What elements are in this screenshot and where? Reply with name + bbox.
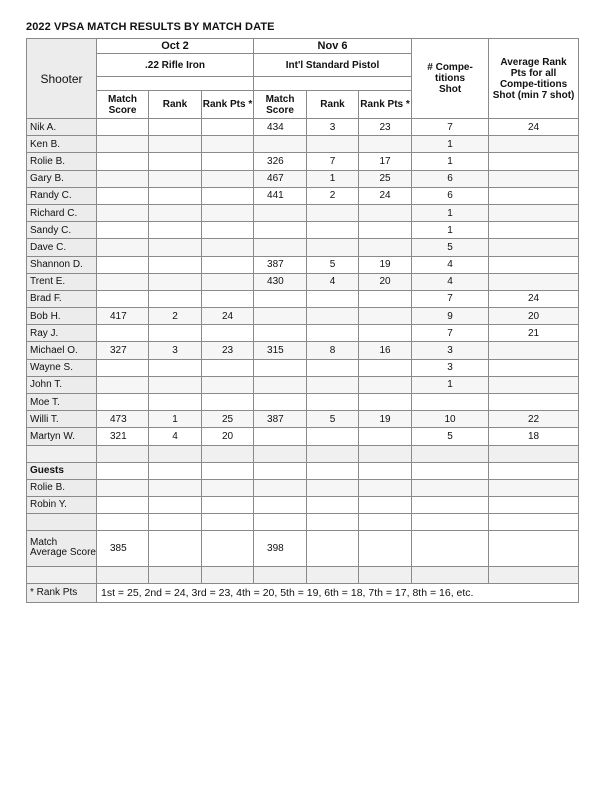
guest-name: Robin Y. <box>27 496 97 513</box>
average-cell: 18 <box>489 428 579 445</box>
empty-cell <box>359 462 412 479</box>
empty-cell <box>202 479 254 496</box>
guests-row <box>27 462 579 479</box>
empty-cell <box>489 513 579 530</box>
competitions-cell: 5 <box>412 239 489 256</box>
match1-rank-cell <box>149 239 202 256</box>
match2-pts-cell <box>359 239 412 256</box>
match1-score-cell <box>97 394 149 411</box>
empty-cell <box>149 566 202 583</box>
match1-pts-cell: 25 <box>202 411 254 428</box>
match1-pts-cell <box>202 376 254 393</box>
shooter-name: Nik A. <box>27 119 97 136</box>
shooter-name: Wayne S. <box>27 359 97 376</box>
match1-pts-cell <box>202 290 254 307</box>
match2-pts-cell <box>359 308 412 325</box>
match1-rank-cell <box>149 394 202 411</box>
match2-score-cell <box>254 359 307 376</box>
shooter-name: Brad F. <box>27 290 97 307</box>
empty-cell <box>412 566 489 583</box>
match1-average: 385 <box>97 530 149 566</box>
competitions-cell: 7 <box>412 325 489 342</box>
empty-cell <box>489 566 579 583</box>
match1-score-cell <box>97 359 149 376</box>
competitions-cell: 5 <box>412 428 489 445</box>
empty-cell <box>489 530 579 566</box>
competitions-cell: 7 <box>412 119 489 136</box>
match2-rank-cell: 4 <box>307 273 359 290</box>
match1-rank-cell: 2 <box>149 308 202 325</box>
empty-cell <box>149 513 202 530</box>
empty-cell <box>202 496 254 513</box>
match2-rank-cell: 2 <box>307 187 359 204</box>
match2-rank-header: Rank <box>307 91 359 119</box>
average-cell: 21 <box>489 325 579 342</box>
match1-rank-cell <box>149 273 202 290</box>
competitions-cell: 1 <box>412 222 489 239</box>
match1-pts-cell <box>202 256 254 273</box>
match1-score-cell <box>97 256 149 273</box>
shooter-name: Michael O. <box>27 342 97 359</box>
empty-cell <box>359 496 412 513</box>
empty-cell <box>202 530 254 566</box>
results-table <box>26 38 579 603</box>
empty-cell <box>489 496 579 513</box>
empty-cell <box>489 479 579 496</box>
match2-rank-cell <box>307 204 359 221</box>
average-cell <box>489 222 579 239</box>
average-cell: 20 <box>489 308 579 325</box>
match1-rank-cell <box>149 256 202 273</box>
shooter-name: Willi T. <box>27 411 97 428</box>
match1-pts-cell <box>202 273 254 290</box>
empty-cell <box>97 462 149 479</box>
match2-rank-cell <box>307 136 359 153</box>
match1-score-cell <box>97 273 149 290</box>
match1-score-cell <box>97 187 149 204</box>
shooter-row <box>27 273 579 290</box>
shooter-row <box>27 411 579 428</box>
match1-score-cell <box>97 290 149 307</box>
empty-cell <box>97 479 149 496</box>
match2-rank-cell <box>307 325 359 342</box>
shooter-row <box>27 153 579 170</box>
empty-cell <box>202 566 254 583</box>
empty-cell <box>359 530 412 566</box>
match1-score-cell <box>97 153 149 170</box>
match2-score-cell: 326 <box>254 153 307 170</box>
blank-row <box>27 445 579 462</box>
empty-cell <box>307 479 359 496</box>
shooter-row <box>27 239 579 256</box>
guest-row <box>27 496 579 513</box>
match2-score-cell: 467 <box>254 170 307 187</box>
match2-pts-cell <box>359 428 412 445</box>
empty-cell <box>412 479 489 496</box>
shooter-row <box>27 119 579 136</box>
match1-pts-cell: 20 <box>202 428 254 445</box>
match1-pts-cell <box>202 325 254 342</box>
match1-rank-cell <box>149 204 202 221</box>
match2-pts-cell: 16 <box>359 342 412 359</box>
match2-score-cell <box>254 222 307 239</box>
shooter-row <box>27 394 579 411</box>
shooter-row <box>27 222 579 239</box>
match1-rank-cell <box>149 290 202 307</box>
match1-score-cell <box>97 376 149 393</box>
match1-name: .22 Rifle Iron <box>97 54 254 77</box>
average-cell <box>489 376 579 393</box>
match2-pts-cell: 20 <box>359 273 412 290</box>
blank-row <box>27 566 579 583</box>
shooter-name: Richard C. <box>27 204 97 221</box>
match1-rank-cell: 3 <box>149 342 202 359</box>
guests-label: Guests <box>27 462 97 479</box>
shooter-row <box>27 256 579 273</box>
shooter-name: Martyn W. <box>27 428 97 445</box>
match1-rank-cell <box>149 119 202 136</box>
shooter-name: Gary B. <box>27 170 97 187</box>
match1-score-cell <box>97 325 149 342</box>
empty-cell <box>412 445 489 462</box>
average-cell <box>489 187 579 204</box>
match1-date: Oct 2 <box>97 39 254 54</box>
shooter-name: Trent E. <box>27 273 97 290</box>
match2-pts-header: Rank Pts * <box>359 91 412 119</box>
match1-rank-cell <box>149 187 202 204</box>
match1-score-cell: 417 <box>97 308 149 325</box>
empty-cell <box>412 462 489 479</box>
empty-cell <box>254 566 307 583</box>
match1-score-cell: 473 <box>97 411 149 428</box>
match1-pts-cell: 23 <box>202 342 254 359</box>
match1-score-cell <box>97 119 149 136</box>
competitions-cell: 3 <box>412 342 489 359</box>
competitions-cell: 10 <box>412 411 489 428</box>
empty-cell <box>412 530 489 566</box>
match2-score-cell <box>254 204 307 221</box>
shooter-row <box>27 136 579 153</box>
match2-average: 398 <box>254 530 307 566</box>
shooter-row <box>27 428 579 445</box>
match-average-row <box>27 530 579 566</box>
shooter-row <box>27 325 579 342</box>
match2-pts-cell: 24 <box>359 187 412 204</box>
match1-pts-cell <box>202 170 254 187</box>
empty-cell <box>307 462 359 479</box>
match1-pts-cell <box>202 187 254 204</box>
shooter-name <box>27 566 97 583</box>
match1-score-cell <box>97 239 149 256</box>
shooter-name: Rolie B. <box>27 153 97 170</box>
empty-cell <box>307 566 359 583</box>
shooter-name: Sandy C. <box>27 222 97 239</box>
match2-score-cell: 441 <box>254 187 307 204</box>
empty-cell <box>307 496 359 513</box>
shooter-name: Moe T. <box>27 394 97 411</box>
match2-pts-cell: 19 <box>359 411 412 428</box>
match1-rank-cell <box>149 376 202 393</box>
match2-pts-cell <box>359 222 412 239</box>
empty-cell <box>307 530 359 566</box>
competitions-cell: 1 <box>412 376 489 393</box>
match2-pts-cell: 19 <box>359 256 412 273</box>
empty-cell <box>202 445 254 462</box>
match1-score-cell <box>97 222 149 239</box>
competitions-cell: 6 <box>412 170 489 187</box>
match2-pts-cell: 25 <box>359 170 412 187</box>
match1-pts-cell <box>202 119 254 136</box>
match2-score-cell <box>254 394 307 411</box>
match1-score-cell <box>97 170 149 187</box>
average-cell <box>489 153 579 170</box>
match2-pts-cell <box>359 359 412 376</box>
competitions-cell: 3 <box>412 359 489 376</box>
average-cell <box>489 204 579 221</box>
competitions-cell: 7 <box>412 290 489 307</box>
rank-points-footer <box>27 583 579 602</box>
average-cell <box>489 170 579 187</box>
match2-pts-cell <box>359 204 412 221</box>
average-cell <box>489 342 579 359</box>
shooter-row <box>27 376 579 393</box>
match-average-label: Match Average Score <box>27 530 97 566</box>
match2-pts-cell <box>359 394 412 411</box>
empty-cell <box>97 513 149 530</box>
match1-pts-cell <box>202 136 254 153</box>
match2-rank-cell <box>307 359 359 376</box>
match2-rank-cell <box>307 428 359 445</box>
shooter-name: John T. <box>27 376 97 393</box>
empty-cell <box>307 513 359 530</box>
match2-pts-cell: 17 <box>359 153 412 170</box>
match1-rank-header: Rank <box>149 91 202 119</box>
empty-cell <box>149 530 202 566</box>
match2-rank-cell: 5 <box>307 256 359 273</box>
competitions-cell: 1 <box>412 136 489 153</box>
competitions-cell: 1 <box>412 204 489 221</box>
match2-pts-cell <box>359 290 412 307</box>
empty-cell <box>254 479 307 496</box>
shooter-name: Shannon D. <box>27 256 97 273</box>
average-cell <box>489 239 579 256</box>
shooter-row <box>27 187 579 204</box>
match1-pts-cell <box>202 394 254 411</box>
empty-cell <box>254 496 307 513</box>
shooter-row <box>27 170 579 187</box>
shooter-row <box>27 359 579 376</box>
average-cell <box>489 136 579 153</box>
empty-cell <box>359 513 412 530</box>
shooter-row <box>27 204 579 221</box>
match1-pts-cell <box>202 153 254 170</box>
rank-points-label: * Rank Pts <box>27 583 97 602</box>
competitions-cell: 4 <box>412 273 489 290</box>
match2-score-cell: 387 <box>254 256 307 273</box>
shooter-name <box>27 513 97 530</box>
empty-cell <box>412 513 489 530</box>
empty-cell <box>202 462 254 479</box>
empty-cell <box>489 462 579 479</box>
match1-rank-cell: 1 <box>149 411 202 428</box>
match2-rank-cell: 1 <box>307 170 359 187</box>
shooter-row <box>27 308 579 325</box>
match2-rank-cell <box>307 308 359 325</box>
page-title: 2022 VPSA MATCH RESULTS BY MATCH DATE <box>26 21 275 33</box>
empty-cell <box>359 445 412 462</box>
match2-score-cell <box>254 290 307 307</box>
match1-pts-cell <box>202 359 254 376</box>
empty-cell <box>254 513 307 530</box>
empty-cell <box>254 462 307 479</box>
match2-spacer <box>254 77 412 91</box>
shooter-name: Ray J. <box>27 325 97 342</box>
empty-cell <box>359 566 412 583</box>
competitions-cell: 4 <box>412 256 489 273</box>
match1-pts-cell: 24 <box>202 308 254 325</box>
match2-pts-cell <box>359 136 412 153</box>
shooter-name: Dave C. <box>27 239 97 256</box>
match1-score-cell <box>97 136 149 153</box>
guest-name: Rolie B. <box>27 479 97 496</box>
competitions-cell: 6 <box>412 187 489 204</box>
average-cell: 24 <box>489 290 579 307</box>
average-cell <box>489 394 579 411</box>
competitions-cell: 9 <box>412 308 489 325</box>
match2-score-cell <box>254 376 307 393</box>
shooter-name <box>27 445 97 462</box>
match2-score-cell: 315 <box>254 342 307 359</box>
rank-points-legend: 1st = 25, 2nd = 24, 3rd = 23, 4th = 20, 5th = 19, 6th = 18, 7th = 17, 8th = 16, etc. <box>97 583 579 602</box>
match1-rank-cell <box>149 325 202 342</box>
average-cell <box>489 359 579 376</box>
guest-row <box>27 479 579 496</box>
match2-score-cell <box>254 308 307 325</box>
empty-cell <box>97 496 149 513</box>
match2-score-cell: 434 <box>254 119 307 136</box>
empty-cell <box>489 445 579 462</box>
shooter-name: Bob H. <box>27 308 97 325</box>
competitions-header: # Compe-titions Shot <box>412 39 489 119</box>
average-cell <box>489 256 579 273</box>
average-cell <box>489 273 579 290</box>
match2-rank-cell <box>307 394 359 411</box>
match1-rank-cell <box>149 153 202 170</box>
competitions-cell: 1 <box>412 153 489 170</box>
match2-score-cell <box>254 428 307 445</box>
match2-rank-cell: 8 <box>307 342 359 359</box>
match1-rank-cell: 4 <box>149 428 202 445</box>
match2-score-cell: 430 <box>254 273 307 290</box>
match1-score-cell: 327 <box>97 342 149 359</box>
shooter-name: Ken B. <box>27 136 97 153</box>
shooter-header: Shooter <box>27 39 97 119</box>
match2-score-cell <box>254 136 307 153</box>
blank-row <box>27 513 579 530</box>
empty-cell <box>412 496 489 513</box>
match2-rank-cell: 7 <box>307 153 359 170</box>
match2-name: Int'l Standard Pistol <box>254 54 412 77</box>
match2-score-cell: 387 <box>254 411 307 428</box>
match1-spacer <box>97 77 254 91</box>
match2-date: Nov 6 <box>254 39 412 54</box>
empty-cell <box>307 445 359 462</box>
average-cell: 24 <box>489 119 579 136</box>
average-header: Average Rank Pts for all Compe-titions Shot (min 7 shot) <box>489 39 579 119</box>
empty-cell <box>359 479 412 496</box>
empty-cell <box>149 462 202 479</box>
empty-cell <box>149 479 202 496</box>
match2-rank-cell <box>307 239 359 256</box>
match2-rank-cell <box>307 222 359 239</box>
match1-score-cell <box>97 204 149 221</box>
empty-cell <box>97 566 149 583</box>
match2-score-header: Match Score <box>254 91 307 119</box>
match2-rank-cell <box>307 290 359 307</box>
match1-rank-cell <box>149 359 202 376</box>
empty-cell <box>202 513 254 530</box>
match2-rank-cell: 3 <box>307 119 359 136</box>
competitions-cell <box>412 394 489 411</box>
match2-pts-cell <box>359 376 412 393</box>
shooter-row <box>27 290 579 307</box>
match2-score-cell <box>254 239 307 256</box>
match1-rank-cell <box>149 170 202 187</box>
match1-score-header: Match Score <box>97 91 149 119</box>
match2-rank-cell: 5 <box>307 411 359 428</box>
match2-rank-cell <box>307 376 359 393</box>
match1-rank-cell <box>149 222 202 239</box>
match1-rank-cell <box>149 136 202 153</box>
match1-pts-cell <box>202 239 254 256</box>
match1-pts-cell <box>202 222 254 239</box>
match2-score-cell <box>254 325 307 342</box>
shooter-row <box>27 342 579 359</box>
shooter-name: Randy C. <box>27 187 97 204</box>
match2-pts-cell <box>359 325 412 342</box>
empty-cell <box>149 496 202 513</box>
empty-cell <box>149 445 202 462</box>
average-cell: 22 <box>489 411 579 428</box>
match2-pts-cell: 23 <box>359 119 412 136</box>
empty-cell <box>97 445 149 462</box>
match1-pts-cell <box>202 204 254 221</box>
empty-cell <box>254 445 307 462</box>
match1-score-cell: 321 <box>97 428 149 445</box>
match1-pts-header: Rank Pts * <box>202 91 254 119</box>
